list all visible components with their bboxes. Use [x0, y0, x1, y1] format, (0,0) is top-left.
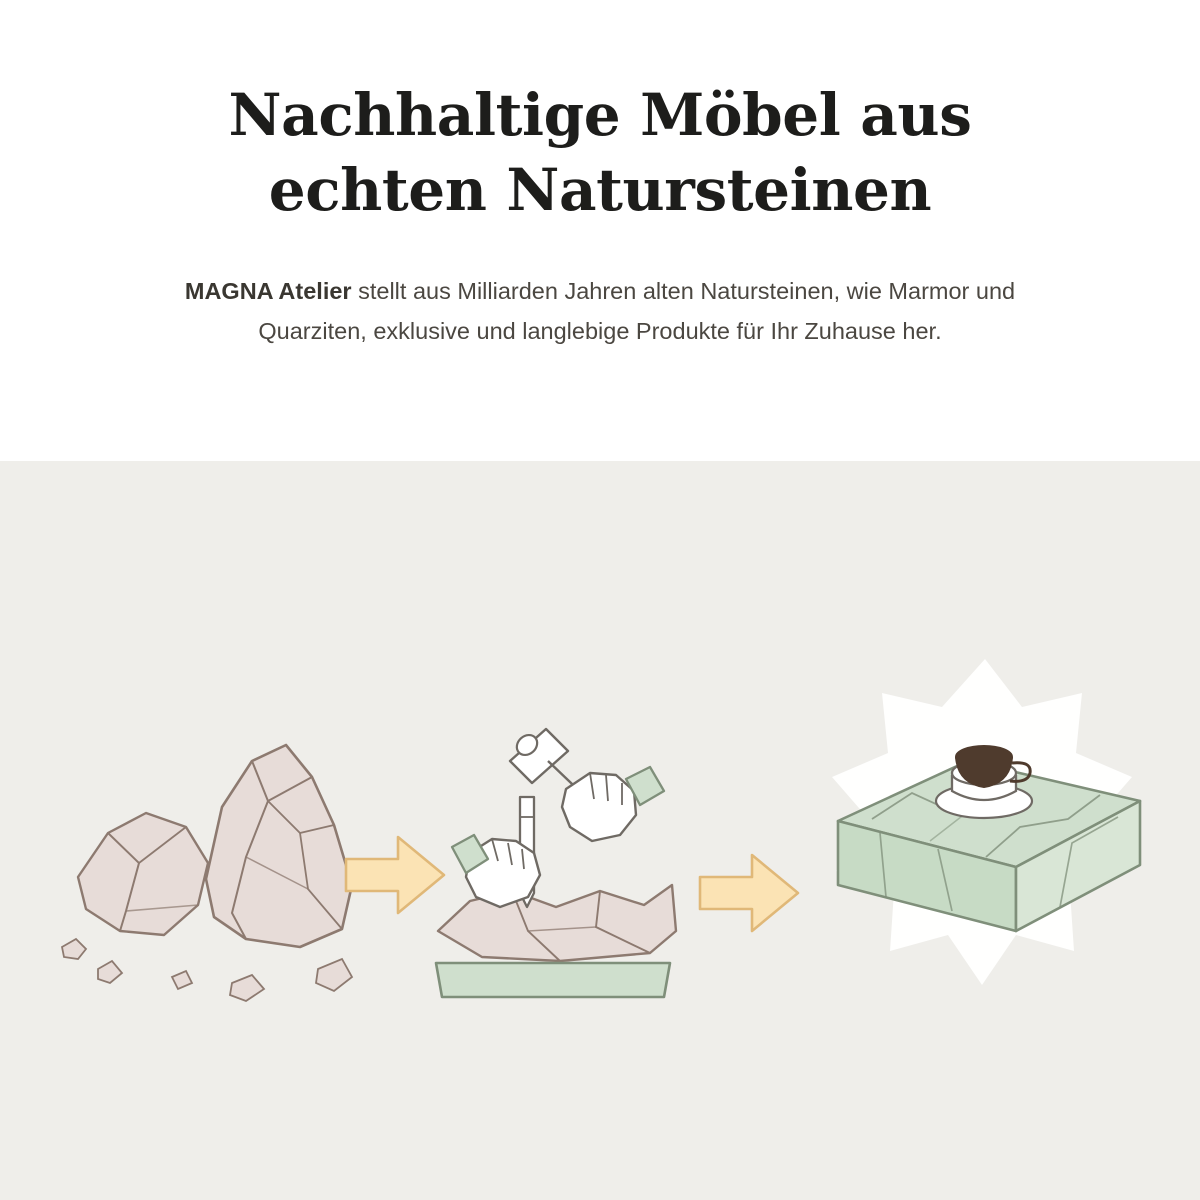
process-illustration	[0, 461, 1200, 1200]
arrow-step-2-to-3	[700, 855, 798, 931]
illustration-panel	[0, 461, 1200, 1200]
intro-section	[0, 0, 1200, 461]
headline-line-2: echten Natursteinen	[268, 156, 932, 225]
finished-stone-table	[832, 659, 1140, 985]
arrow-step-1-to-2	[346, 837, 444, 913]
brand-name: MAGNA Atelier	[184, 277, 352, 304]
intro-description	[140, 271, 1060, 352]
raw-stone-blocks	[62, 745, 352, 1001]
illustration-stage	[0, 461, 1200, 1200]
intro-description-rest: stellt aus Milliarden Jahren alten Natursteinen, wie Marmor und Quarziten, exklusive und langlebige Produkte für Ihr Zuhause her.	[258, 277, 1016, 345]
headline-line-1: Nachhaltige Möbel aus	[228, 81, 972, 149]
page-title	[229, 78, 972, 229]
stone-carving-hands	[436, 729, 676, 997]
